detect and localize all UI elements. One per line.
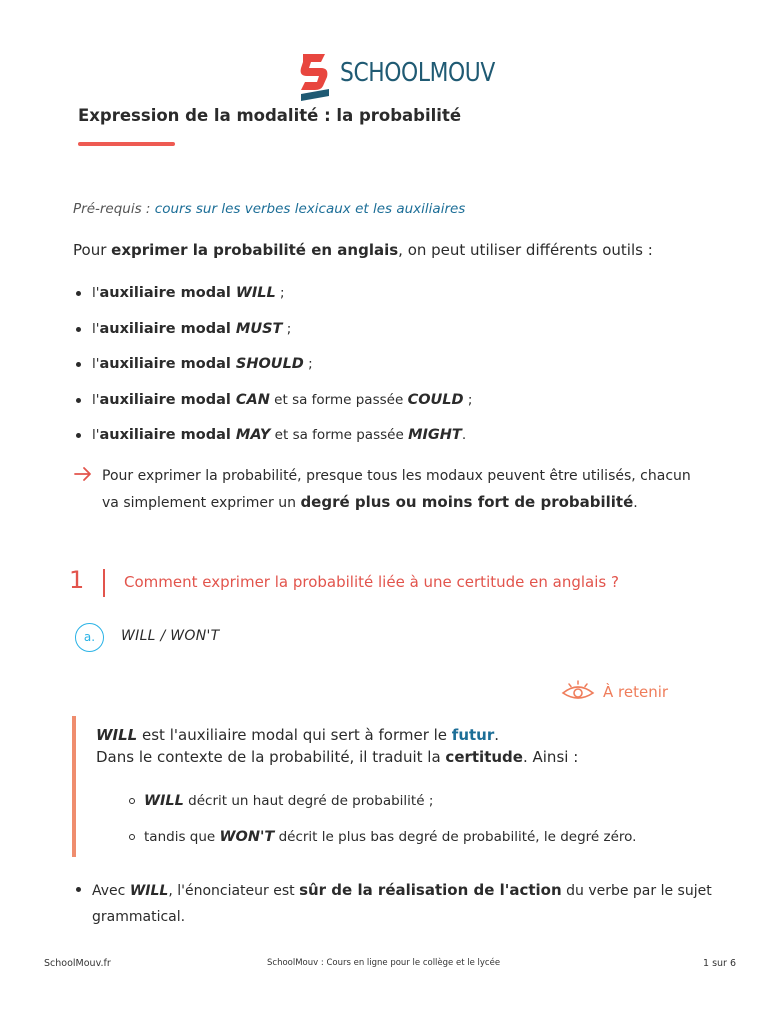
modal-past-word: MIGHT — [408, 427, 462, 444]
list-item — [73, 354, 713, 390]
avec-end: du verbe par le sujet grammatical. — [92, 883, 712, 925]
retenir-text: est l'auxiliaire modal qui sert à former le — [137, 726, 452, 744]
item-text: décrit le plus bas degré de probabilité, le degré zéro. — [274, 829, 637, 845]
intro-after: , on peut utiliser différents outils : — [398, 241, 653, 259]
subsection-letter-badge: a. — [75, 623, 104, 652]
avec-prefix: Avec — [92, 883, 130, 899]
item-prefix: l' — [92, 391, 100, 408]
subsection-title: WILL / WON'T — [121, 628, 220, 644]
modal-word: WON'T — [219, 829, 275, 845]
intro-before: Pour — [73, 241, 112, 259]
title-underline — [78, 142, 175, 146]
arrow-note — [102, 464, 702, 516]
item-prefix: l' — [92, 356, 100, 373]
logo-text: SCHOOLMOUV — [340, 58, 495, 88]
avec-bold: sûr de la réalisation de l'action — [299, 881, 562, 899]
section-divider — [103, 569, 105, 597]
schoolmouv-logo-icon — [299, 52, 331, 102]
item-text: et sa forme passée — [269, 391, 408, 408]
list-item — [73, 283, 713, 319]
retenir-end: . Ainsi : — [522, 748, 579, 766]
list-item — [73, 319, 713, 355]
retenir-end: . — [494, 726, 500, 744]
retenir-box-bar — [72, 716, 76, 857]
item-text: décrit un haut degré de probabilité ; — [183, 793, 434, 809]
item-text: ; — [303, 356, 313, 373]
item-text: ; — [275, 285, 285, 301]
item-text: ; — [282, 320, 292, 337]
list-item — [73, 425, 713, 461]
item-prefix: l' — [92, 427, 100, 444]
retenir-sublist — [128, 791, 708, 863]
modal-word: WILL — [129, 883, 169, 899]
retenir-bold: certitude — [445, 748, 523, 766]
footer-tagline: SchoolMouv : Cours en ligne pour le collège et le lycée — [267, 958, 501, 968]
arrow-note-text: Pour exprimer la probabilité, presque tous les modaux peuvent être utilisés, chacun va simplement exprimer un — [102, 468, 691, 511]
item-bold: auxiliaire modal — [99, 427, 236, 444]
modal-word: CAN — [235, 391, 270, 408]
retenir-text: Dans le contexte de la probabilité, il traduit la — [96, 748, 446, 766]
retenir-line-1 — [96, 726, 499, 744]
intro-paragraph — [73, 241, 653, 259]
item-bold: auxiliaire modal — [99, 285, 236, 301]
modal-word: WILL — [235, 285, 276, 301]
avec-text: , l'énonciateur est — [168, 883, 300, 899]
item-bold: auxiliaire modal — [99, 391, 236, 408]
section-title: Comment exprimer la probabilité liée à une certitude en anglais ? — [124, 573, 619, 591]
modal-word: MUST — [235, 320, 283, 337]
arrow-right-icon — [73, 465, 93, 483]
item-text: et sa forme passée — [270, 427, 409, 444]
list-item — [73, 390, 713, 426]
retenir-label: À retenir — [603, 683, 669, 701]
item-end: . — [461, 427, 467, 444]
item-prefix: l' — [92, 320, 100, 337]
footer-page-number: 1 sur 6 — [703, 958, 737, 969]
arrow-note-bold: degré plus ou moins fort de probabilité — [300, 492, 634, 511]
modal-past-word: COULD — [407, 391, 464, 408]
item-prefix: l' — [92, 285, 100, 301]
arrow-note-end: . — [633, 494, 638, 511]
item-prefix: tandis que — [144, 829, 220, 845]
modal-word: WILL — [96, 726, 138, 744]
futur-link[interactable]: futur — [451, 726, 495, 744]
modal-word: WILL — [144, 793, 184, 809]
item-bold: auxiliaire modal — [99, 320, 236, 337]
modal-word: MAY — [235, 427, 271, 444]
document-title: Expression de la modalité : la probabilité — [78, 106, 462, 125]
modal-word: SHOULD — [235, 356, 304, 373]
eye-icon — [561, 680, 595, 702]
intro-bold: exprimer la probabilité en anglais — [111, 241, 399, 259]
list-item — [128, 827, 708, 863]
tools-list — [73, 283, 713, 461]
prerequisite-label: Pré-requis : — [73, 201, 151, 217]
section-number: 1 — [69, 566, 85, 594]
item-bold: auxiliaire modal — [99, 356, 236, 373]
footer-site: SchoolMouv.fr — [44, 958, 111, 969]
list-item — [128, 791, 708, 827]
prerequisite-line — [73, 201, 465, 217]
avec-paragraph — [73, 878, 732, 930]
prerequisite-link[interactable]: cours sur les verbes lexicaux et les auxiliaires — [154, 201, 466, 217]
retenir-line-2 — [96, 748, 578, 766]
item-end: ; — [463, 391, 473, 408]
